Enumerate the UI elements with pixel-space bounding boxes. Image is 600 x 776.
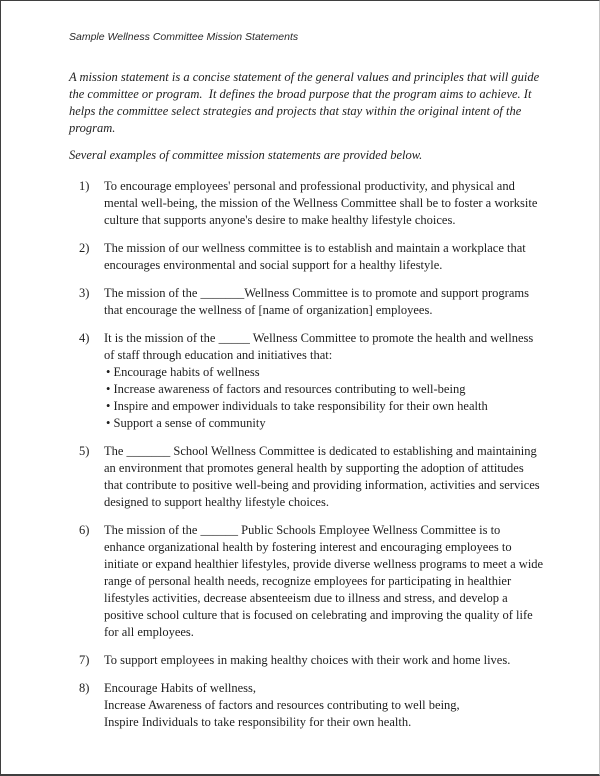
list-item	[69, 330, 549, 432]
item-text: The mission of the ______ Public Schools Employee Wellness Committee is to enhance organizational health by fostering interest and encouraging employees to initiate or expand healthier lifestyles, provide diverse wellness programs to meet a wide range of personal health needs, recognize employees for participating in healthier lifestyles activities, decrease absenteeism due to illness and stress, and develop a positive school culture that is focused on celebrating and improving the quality of life for all employees.	[104, 523, 544, 639]
page-header: Sample Wellness Committee Mission Statements	[69, 31, 299, 43]
list-item	[69, 240, 549, 274]
bullet-item: • Inspire and empower individuals to take responsibility for their own health	[106, 399, 488, 413]
item-text: To encourage employees' personal and professional productivity, and physical and mental well-being, the mission of the Wellness Committee shall be to foster a worksite culture that supports anyone's desire to make healthy lifestyle choices.	[104, 179, 538, 227]
item-text-main: It is the mission of the _____ Wellness Committee to promote the health and wellness of staff through education and initiatives that:	[104, 331, 534, 362]
list-item	[69, 443, 549, 511]
item-text: The _______ School Wellness Committee is dedicated to establishing and maintaining an environment that promotes general health by supporting the adoption of attitudes that contribute to positive well-being and providing information, activities and services designed to support healthy lifestyle choices.	[104, 444, 540, 509]
list-item	[69, 522, 549, 641]
item-number: 8)	[79, 681, 90, 695]
item-text-line: Encourage Habits of wellness,	[104, 681, 257, 695]
bullet-item: • Support a sense of community	[106, 416, 266, 430]
item-text	[104, 330, 544, 432]
intro-paragraph: A mission statement is a concise statement of the general values and principles that will guide the committee or program. It defines the broad purpose that the program aims to achieve. It helps the committee select strategies and projects that stay within the original intent of the program.	[69, 70, 543, 135]
bullet-item: • Encourage habits of wellness	[106, 365, 260, 379]
list-item	[69, 285, 549, 319]
list-item	[69, 178, 549, 229]
bullet-item: • Increase awareness of factors and resources contributing to well-being	[106, 382, 466, 396]
intro-note: Several examples of committee mission statements are provided below.	[69, 148, 423, 162]
item-number: 4)	[79, 331, 90, 345]
item-text: The mission of the _______Wellness Committee is to promote and support programs that encourage the wellness of [name of organization] employees.	[104, 286, 529, 317]
item-text-line: Increase Awareness of factors and resources contributing to well being,	[104, 698, 460, 712]
item-number: 7)	[79, 653, 90, 667]
item-number: 5)	[79, 444, 90, 458]
item-number: 3)	[79, 286, 90, 300]
mission-statement-list	[69, 178, 549, 731]
item-text-line: Inspire Individuals to take responsibility for their own health.	[104, 715, 412, 729]
list-item	[69, 652, 549, 669]
item-text: To support employees in making healthy choices with their work and home lives.	[104, 653, 511, 667]
item-number: 1)	[79, 179, 90, 193]
list-item	[69, 680, 549, 731]
item-number: 2)	[79, 241, 90, 255]
item-text	[104, 680, 544, 731]
item-text: The mission of our wellness committee is to establish and maintain a workplace that encourages environmental and social support for a healthy lifestyle.	[104, 241, 526, 272]
item-number: 6)	[79, 523, 90, 537]
